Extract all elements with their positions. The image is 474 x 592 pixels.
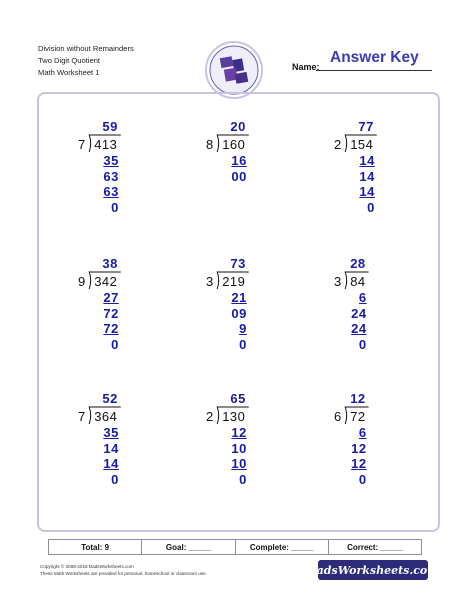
work-step: 6 [358,425,367,440]
work-step: 24 [351,305,367,321]
division-problem [78,118,178,218]
work-step: 0 [358,336,367,352]
work-step: 00 [231,168,247,184]
dividend: 342 [94,274,118,289]
work-step: 35 [103,153,119,168]
dividend: 364 [94,409,118,424]
division-problem [78,255,178,355]
quotient: 12 [350,391,366,406]
work-step: 10 [231,440,247,456]
division-bracket-icon [78,118,178,218]
work-step: 0 [111,471,119,487]
division-problem [206,390,306,490]
division-bracket-icon [206,255,306,355]
dividend: 84 [350,274,366,289]
divisor: 7 [78,409,86,424]
numbers-logo-icon [204,40,264,100]
quotient: 65 [230,391,246,406]
worksheet-title-block [38,43,134,79]
quotient: 77 [358,119,374,134]
division-problem [334,255,434,355]
work-step: 0 [111,336,119,352]
work-step: 6 [358,290,367,305]
division-bracket-icon [206,390,306,490]
title-line-3: Math Worksheet 1 [38,68,100,77]
work-step: 14 [103,440,119,456]
work-step: 12 [351,440,367,456]
divisor: 6 [334,409,342,424]
correct-field: Correct: _____ [347,542,403,552]
work-step: 16 [231,153,247,168]
work-step: 9 [239,321,247,336]
division-problem [78,390,178,490]
work-step: 14 [359,168,375,184]
work-step: 35 [103,425,119,440]
quotient: 59 [102,119,118,134]
work-step: 63 [103,184,119,199]
work-step: 24 [351,321,367,336]
goal-field: Goal: _____ [142,540,235,554]
quotient: 73 [230,256,246,271]
division-problem [334,118,434,218]
divisor: 8 [206,137,214,152]
divisor: 9 [78,274,86,289]
work-step: 72 [103,321,119,336]
dividend: 154 [350,137,374,152]
copyright-line-1: Copyright © 2008-2018 DadsWorksheets.com [40,564,134,569]
division-bracket-icon [78,255,178,355]
work-step: 0 [239,336,247,352]
title-line-1: Division without Remainders [38,44,134,53]
divisor: 2 [206,409,214,424]
work-step: 14 [103,456,119,471]
quotient: 52 [102,391,118,406]
quotient: 28 [350,256,366,271]
work-step: 21 [231,290,247,305]
work-step: 09 [231,305,247,321]
score-bar [48,539,422,555]
dividend: 72 [350,409,366,424]
name-blank-line [316,70,432,71]
copyright-notice [40,563,207,577]
dividend: 219 [222,274,246,289]
copyright-line-2: These Math Worksheets are provided for personal, homeschool or classroom use. [40,571,207,576]
work-step: 10 [231,456,247,471]
division-bracket-icon [78,390,178,490]
dividend: 160 [222,137,246,152]
work-step: 12 [231,425,247,440]
work-step: 14 [359,184,375,199]
divisor: 7 [78,137,86,152]
work-step: 12 [351,456,367,471]
divisor: 3 [334,274,342,289]
divisor: 2 [334,137,342,152]
work-step: 27 [103,290,119,305]
title-line-2: Two Digit Quotient [38,56,101,65]
work-step: 0 [358,471,367,487]
division-bracket-icon [334,118,434,218]
work-step: 72 [103,305,119,321]
name-label: Name: [292,62,320,72]
divisor: 3 [206,274,214,289]
total-field: Total: 9 [49,540,142,554]
work-step: 0 [239,471,247,487]
work-step: 0 [111,199,119,215]
division-problem [206,255,306,355]
dividend: 130 [222,409,246,424]
division-bracket-icon [334,255,434,355]
work-step: 14 [359,153,375,168]
division-problem [206,118,306,218]
complete-field: Complete: _____ [236,540,329,554]
answer-key-label: Answer Key [330,49,419,66]
quotient: 38 [102,256,118,271]
work-step: 63 [103,168,119,184]
division-problem [334,390,434,490]
division-bracket-icon [206,118,306,218]
site-brand-logo: DadsWorksheets.com [318,560,428,580]
division-bracket-icon [334,390,434,490]
dividend: 413 [94,137,118,152]
quotient: 20 [230,119,246,134]
work-step: 0 [367,199,375,215]
